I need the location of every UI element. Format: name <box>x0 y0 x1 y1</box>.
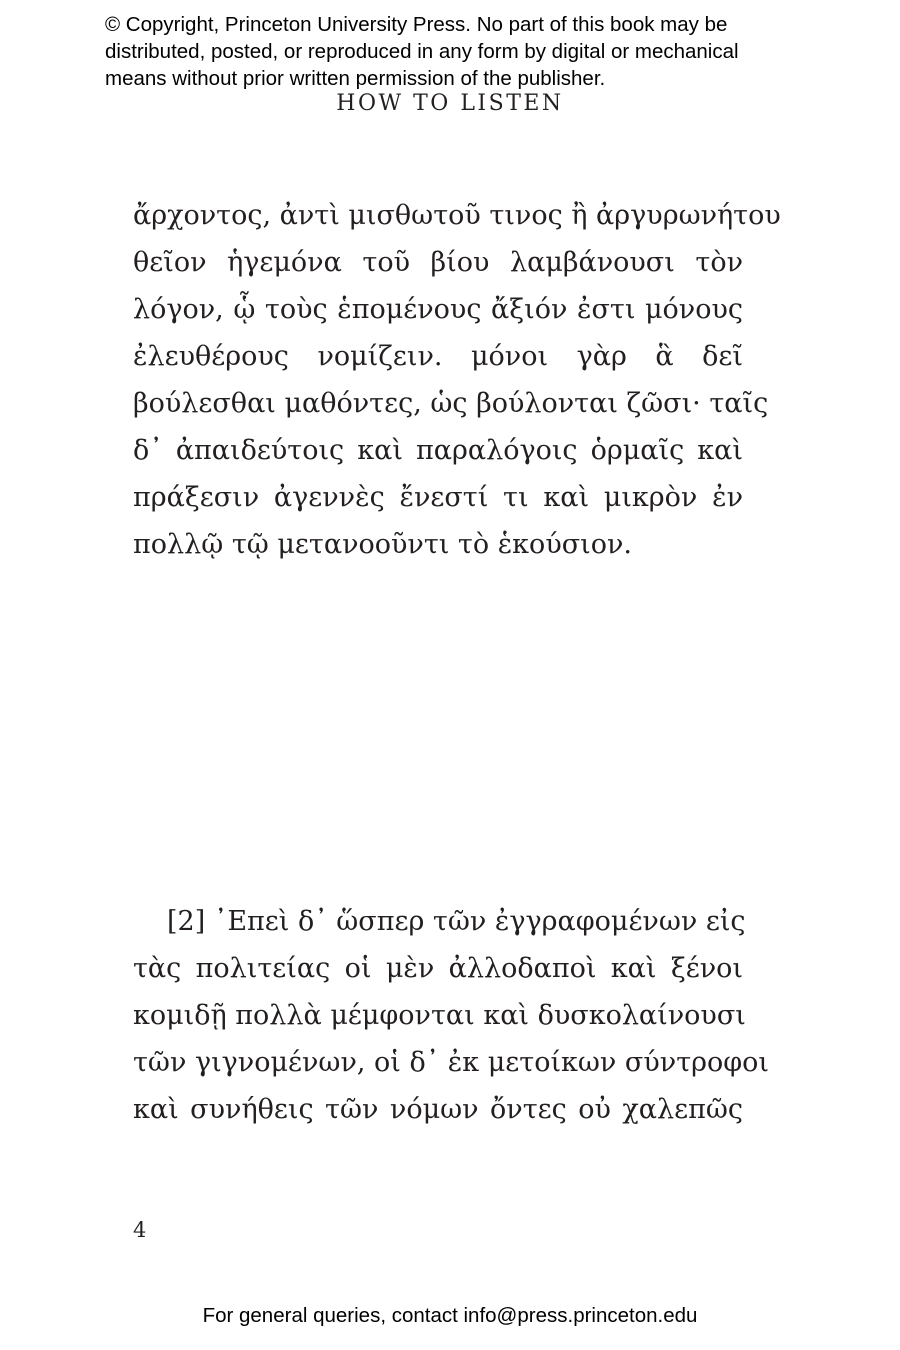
text-line: [2] ᾽Επεὶ δ᾽ ὥσπερ τῶν ἐγγραφομένων εἰς <box>167 906 746 937</box>
copyright-line: © Copyright, Princeton University Press. No part of this book may be <box>105 13 728 36</box>
text-line: θεῖον ἡγεμόνα τοῦ βίου λαμβάνουσι τὸν <box>133 247 743 278</box>
text-line: τὰς πολιτείας οἱ μὲν ἀλλοδαποὶ καὶ ξένοι <box>133 953 743 984</box>
copyright-line: distributed, posted, or reproduced in any form by digital or mechanical <box>105 40 739 63</box>
text-line: δ᾽ ἀπαιδεύτοις καὶ παραλόγοις ὁρμαῖς καὶ <box>133 435 743 466</box>
text-line: καὶ συνήθεις τῶν νόμων ὄντες οὐ χαλεπῶς <box>133 1094 743 1125</box>
text-line: ἐλευθέρους νομίζειν. μόνοι γὰρ ἃ δεῖ <box>133 341 743 372</box>
footer-contact: For general queries, contact info@press.princeton.edu <box>202 1304 698 1327</box>
greek-paragraph-2 <box>133 898 770 1133</box>
text-line: βούλεσθαι μαθόντες, ὡς βούλονται ζῶσι· ταῖς <box>133 388 769 419</box>
text-line: λόγον, ᾧ τοὺς ἑπομένους ἄξιόν ἐστι μόνους <box>133 294 743 325</box>
page-number: 4 <box>133 1218 147 1242</box>
running-head: HOW TO LISTEN <box>336 91 564 116</box>
text-line: ἄρχοντος, ἀντὶ μισθωτοῦ τινος ἢ ἀργυρωνήτου <box>133 200 781 231</box>
text-line: τῶν γιγνομένων, οἱ δ᾽ ἐκ μετοίκων σύντροφοι <box>133 1047 770 1078</box>
text-line: πολλῷ τῷ μετανοοῦντι τὸ ἑκούσιον. <box>133 529 632 560</box>
greek-paragraph-1 <box>133 192 781 568</box>
copyright-line: means without prior written permission of the publisher. <box>105 67 606 90</box>
text-line: πράξεσιν ἀγεννὲς ἔνεστί τι καὶ μικρὸν ἐν <box>133 482 743 513</box>
copyright-notice <box>105 11 885 92</box>
text-line: κομιδῇ πολλὰ μέμφονται καὶ δυσκολαίνουσι <box>133 1000 746 1031</box>
